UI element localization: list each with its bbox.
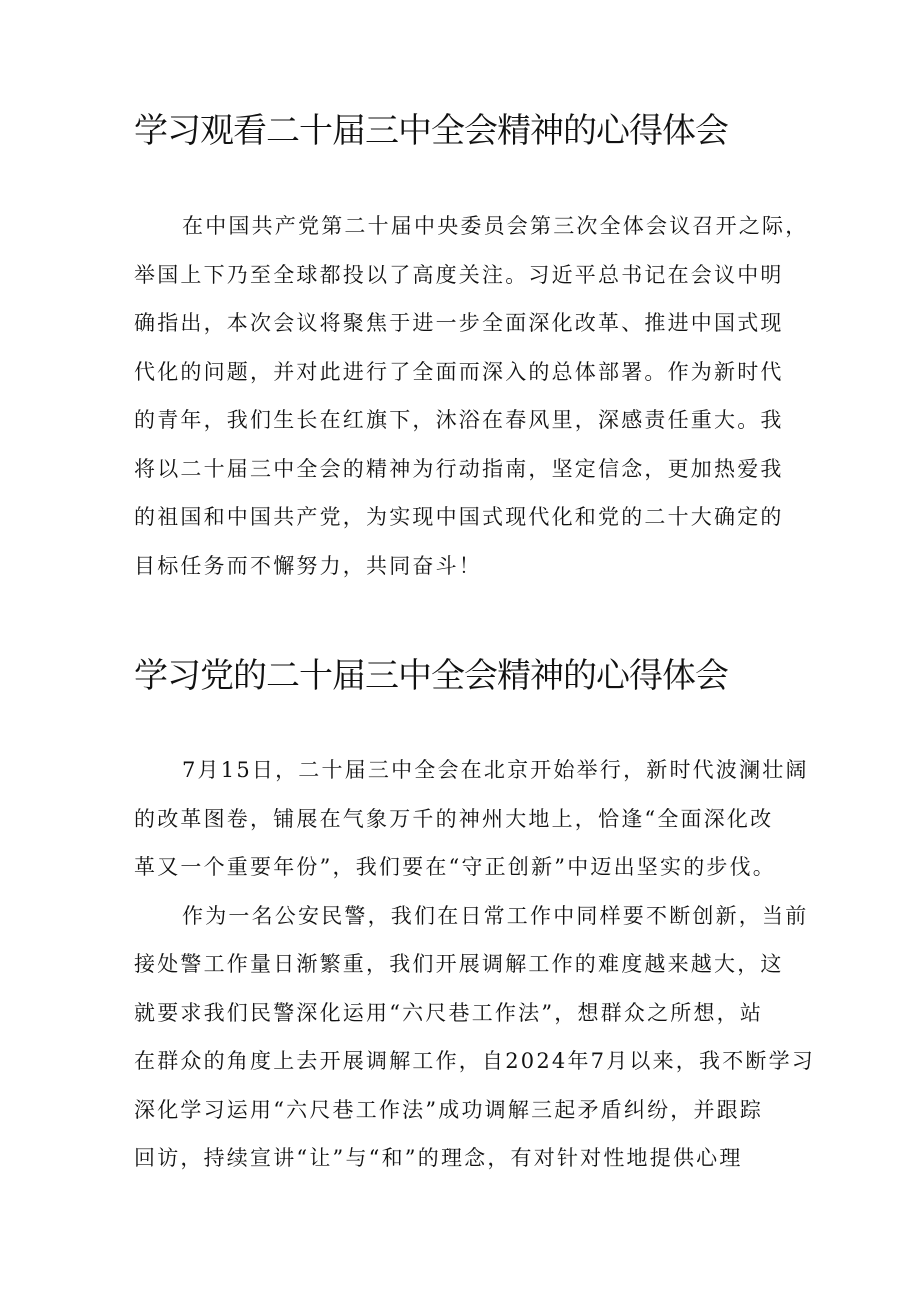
article-2-paragraph-line: 革又一个重要年份”，我们要在“守正创新”中迈出坚实的步伐。 <box>134 855 777 879</box>
article-2-paragraph-line: 7月15日，二十届三中全会在北京开始举行，新时代波澜壮阔 <box>182 758 809 782</box>
article-2-paragraph-line: 深化学习运用“六尺巷工作法”成功调解三起矛盾纠纷，并跟踪 <box>134 1097 764 1122</box>
article-1-paragraph-line: 在中国共产党第二十届中央委员会第三次全体会议召开之际， <box>182 214 809 238</box>
article-2-body <box>134 746 816 1183</box>
article-2-paragraph-line: 接处警工作量日渐繁重，我们开展调解工作的难度越来越大，这 <box>134 952 784 976</box>
article-1-title: 学习观看二十届三中全会精神的心得体会 <box>134 111 728 151</box>
article-2-paragraph-line: 在群众的角度上去开展调解工作，自2024年7月以来，我不断学习 <box>134 1049 816 1073</box>
article-1-body <box>134 202 809 590</box>
article-2-paragraph-line: 回访，持续宣讲“让”与“和”的理念，有对针对性地提供心理 <box>134 1146 743 1170</box>
article-2-paragraph-line: 的改革图卷，铺展在气象万千的神州大地上，恰逢“全面深化改 <box>134 806 774 831</box>
article-1-paragraph-line: 将以二十届三中全会的精神为行动指南，坚定信念，更加热爱我 <box>134 456 784 481</box>
article-2-paragraph-line: 就要求我们民警深化运用“六尺巷工作法”，想群众之所想，站 <box>134 1000 764 1025</box>
article-1-paragraph-line: 确指出，本次会议将聚焦于进一步全面深化改革、推进中国式现 <box>134 311 784 335</box>
article-1-paragraph-line: 举国上下乃至全球都投以了高度关注。习近平总书记在会议中明 <box>134 262 784 287</box>
article-1-paragraph-line: 代化的问题，并对此进行了全面而深入的总体部署。作为新时代 <box>134 359 784 384</box>
article-2-title: 学习党的二十届三中全会精神的心得体会 <box>134 656 728 696</box>
article-1-paragraph-line: 的祖国和中国共产党，为实现中国式现代化和党的二十大确定的 <box>134 505 784 529</box>
article-1-paragraph-line: 的青年，我们生长在红旗下，沐浴在春风里，深感责任重大。我 <box>134 408 784 432</box>
article-2-paragraph-line: 作为一名公安民警，我们在日常工作中同样要不断创新，当前 <box>182 903 809 928</box>
article-1-paragraph-line: 目标任务而不懈努力，共同奋斗！ <box>134 553 482 578</box>
